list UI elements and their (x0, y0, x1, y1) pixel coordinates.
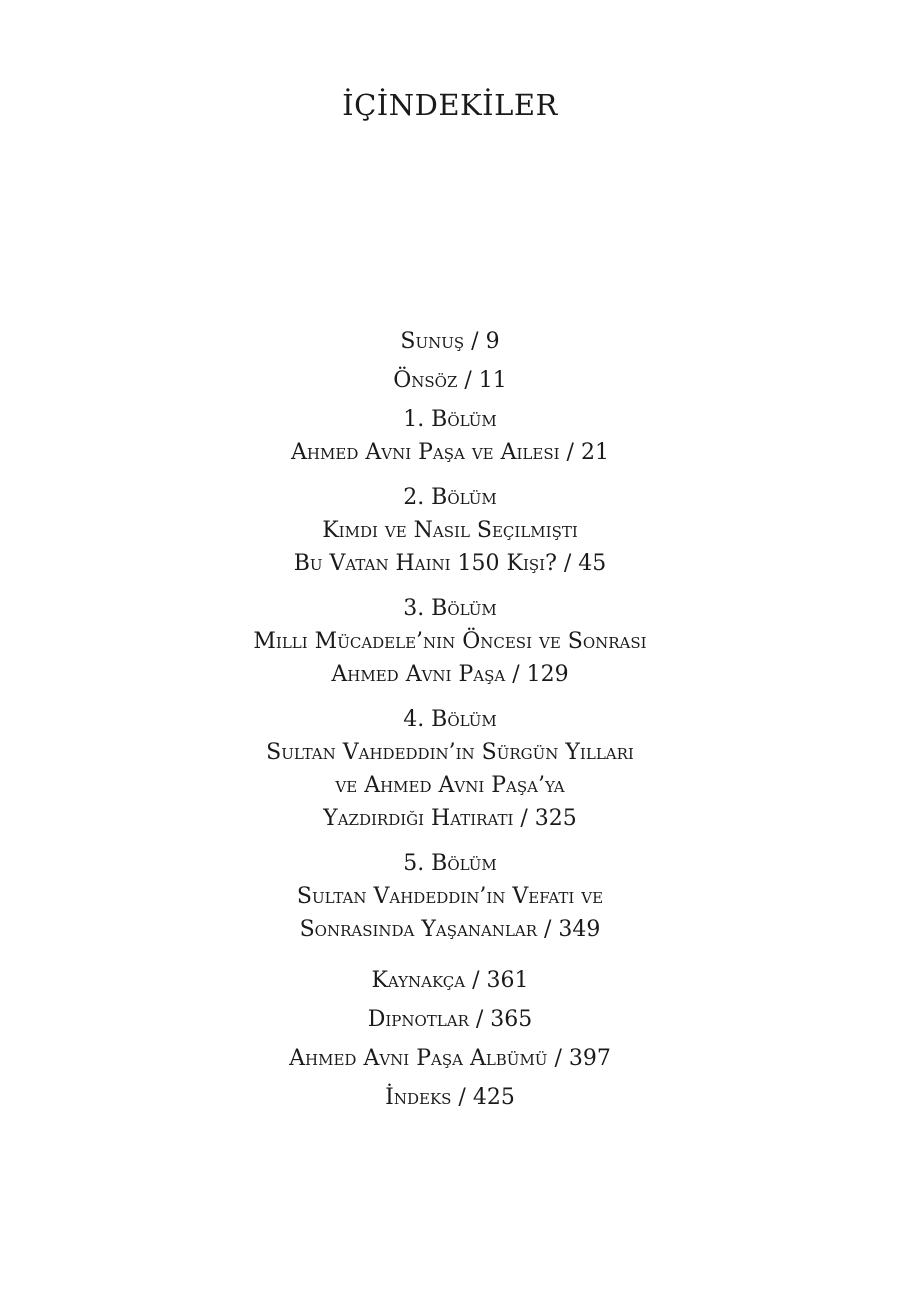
chapter-title-line: ve Ahmed Avni Paşa’ya (335, 773, 565, 798)
chapter-title-line: Bu Vatan Haini 150 Kişi? / 45 (293, 551, 607, 576)
chapter-title-line: Sultan Vahdeddin’in Vefatı ve (296, 884, 604, 909)
chapter-title-line: Sonrasında Yaşananlar / 349 (299, 917, 601, 942)
toc-front-matter (0, 325, 900, 397)
chapter-title-line: Yazdırdığı Hatıratı / 325 (323, 806, 577, 831)
toc-entry-album: Ahmed Avni Paşa Albümü / 397 (289, 1046, 611, 1071)
toc-chapter-1 (0, 403, 900, 469)
toc-entry-onsoz: Önsöz / 11 (393, 368, 507, 393)
toc-entry-sunus: Sunuş / 9 (400, 329, 500, 354)
page-title: İÇİNDEKİLER (342, 88, 558, 122)
toc-chapter-3 (0, 592, 900, 691)
chapter-title-line: Sultan Vahdeddin’in Sürgün Yılları (266, 740, 634, 765)
chapter-heading: 2. Bölüm (403, 485, 497, 510)
chapter-title-line: Milli Mücadele’nin Öncesi ve Sonrası (253, 629, 647, 654)
chapter-title-line: Ahmed Avni Paşa ve Ailesi / 21 (291, 440, 609, 465)
toc-chapter-2 (0, 481, 900, 580)
chapter-title-line: Ahmed Avni Paşa / 129 (331, 662, 569, 687)
chapter-heading: 3. Bölüm (403, 596, 497, 621)
chapter-heading: 1. Bölüm (403, 407, 497, 432)
toc-entry-kaynakca: Kaynakça / 361 (371, 968, 529, 993)
toc-entry-dipnotlar: Dipnotlar / 365 (367, 1007, 533, 1032)
toc-chapter-5 (0, 847, 900, 946)
chapter-title-line: Kimdi ve Nasıl Seçilmişti (322, 518, 578, 543)
chapter-heading: 4. Bölüm (403, 707, 497, 732)
toc-back-matter (0, 964, 900, 1114)
chapter-heading: 5. Bölüm (403, 851, 497, 876)
toc-entry-indeks: İndeks / 425 (385, 1085, 515, 1110)
toc-chapter-4 (0, 703, 900, 835)
table-of-contents (0, 325, 900, 1120)
